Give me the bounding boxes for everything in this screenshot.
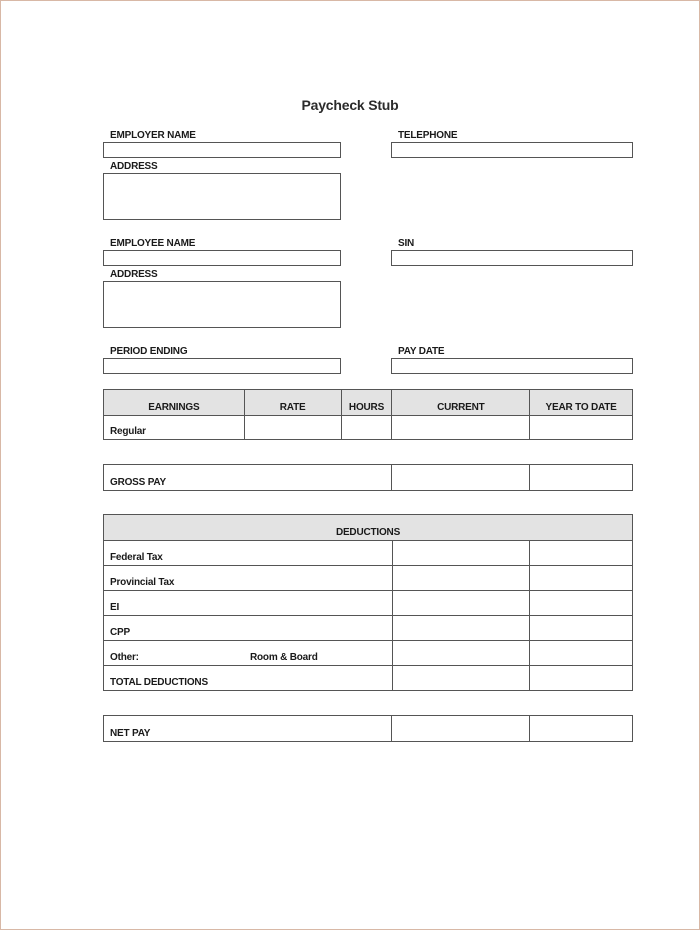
earnings-header-row xyxy=(104,390,633,416)
pay-date-field[interactable] xyxy=(391,358,633,374)
net-pay-label: NET PAY xyxy=(104,716,392,742)
deductions-table xyxy=(103,514,633,691)
table-row xyxy=(104,541,633,566)
net-pay-ytd-cell[interactable] xyxy=(530,716,633,742)
total-deductions-current-cell[interactable] xyxy=(392,666,530,691)
total-deductions-label: TOTAL DEDUCTIONS xyxy=(104,666,393,691)
gross-pay-label: GROSS PAY xyxy=(104,465,392,491)
federal-tax-current-cell[interactable] xyxy=(392,541,530,566)
table-row xyxy=(104,716,633,742)
rate-header: RATE xyxy=(244,390,341,416)
ei-label: EI xyxy=(104,591,393,616)
employer-name-label: EMPLOYER NAME xyxy=(110,130,196,141)
provincial-tax-ytd-cell[interactable] xyxy=(530,566,633,591)
page-title: Paycheck Stub xyxy=(301,97,399,113)
earnings-table xyxy=(103,389,633,440)
other-current-cell[interactable] xyxy=(392,641,530,666)
table-row xyxy=(104,465,633,491)
sin-field[interactable] xyxy=(391,250,633,266)
deductions-header-row xyxy=(104,515,633,541)
regular-hours-cell[interactable] xyxy=(341,416,392,440)
provincial-tax-current-cell[interactable] xyxy=(392,566,530,591)
hours-header: HOURS xyxy=(341,390,392,416)
net-pay-table xyxy=(103,715,633,742)
ei-current-cell[interactable] xyxy=(392,591,530,616)
federal-tax-ytd-cell[interactable] xyxy=(530,541,633,566)
federal-tax-label: Federal Tax xyxy=(104,541,393,566)
total-deductions-ytd-cell[interactable] xyxy=(530,666,633,691)
pay-date-label: PAY DATE xyxy=(398,346,445,357)
period-ending-label: PERIOD ENDING xyxy=(110,346,188,357)
regular-label: Regular xyxy=(104,416,245,440)
regular-current-cell[interactable] xyxy=(392,416,530,440)
table-row xyxy=(104,591,633,616)
ei-ytd-cell[interactable] xyxy=(530,591,633,616)
gross-pay-table xyxy=(103,464,633,491)
provincial-tax-label: Provincial Tax xyxy=(104,566,393,591)
current-header: CURRENT xyxy=(392,390,530,416)
sin-label: SIN xyxy=(398,238,415,249)
table-row xyxy=(104,666,633,691)
employee-name-label: EMPLOYEE NAME xyxy=(110,238,196,249)
deductions-header: DEDUCTIONS xyxy=(104,515,633,541)
cpp-current-cell[interactable] xyxy=(392,616,530,641)
regular-ytd-cell[interactable] xyxy=(530,416,633,440)
table-row xyxy=(104,416,633,440)
regular-rate-cell[interactable] xyxy=(244,416,341,440)
cpp-label: CPP xyxy=(104,616,393,641)
cpp-ytd-cell[interactable] xyxy=(530,616,633,641)
net-pay-current-cell[interactable] xyxy=(392,716,530,742)
employer-address-label: ADDRESS xyxy=(110,161,158,172)
other-label: Other: xyxy=(110,652,139,663)
year-to-date-header: YEAR TO DATE xyxy=(530,390,633,416)
employer-name-field[interactable] xyxy=(103,142,341,158)
employee-address-field[interactable] xyxy=(103,281,341,328)
gross-pay-current-cell[interactable] xyxy=(392,465,530,491)
other-ytd-cell[interactable] xyxy=(530,641,633,666)
table-row xyxy=(104,641,633,666)
table-row xyxy=(104,616,633,641)
employer-address-field[interactable] xyxy=(103,173,341,220)
earnings-header: EARNINGS xyxy=(104,390,245,416)
gross-pay-ytd-cell[interactable] xyxy=(530,465,633,491)
employee-address-label: ADDRESS xyxy=(110,269,158,280)
period-ending-field[interactable] xyxy=(103,358,341,374)
telephone-field[interactable] xyxy=(391,142,633,158)
other-deduction-cell xyxy=(104,641,393,666)
employee-name-field[interactable] xyxy=(103,250,341,266)
other-value: Room & Board xyxy=(250,652,318,663)
table-row xyxy=(104,566,633,591)
telephone-label: TELEPHONE xyxy=(398,130,458,141)
